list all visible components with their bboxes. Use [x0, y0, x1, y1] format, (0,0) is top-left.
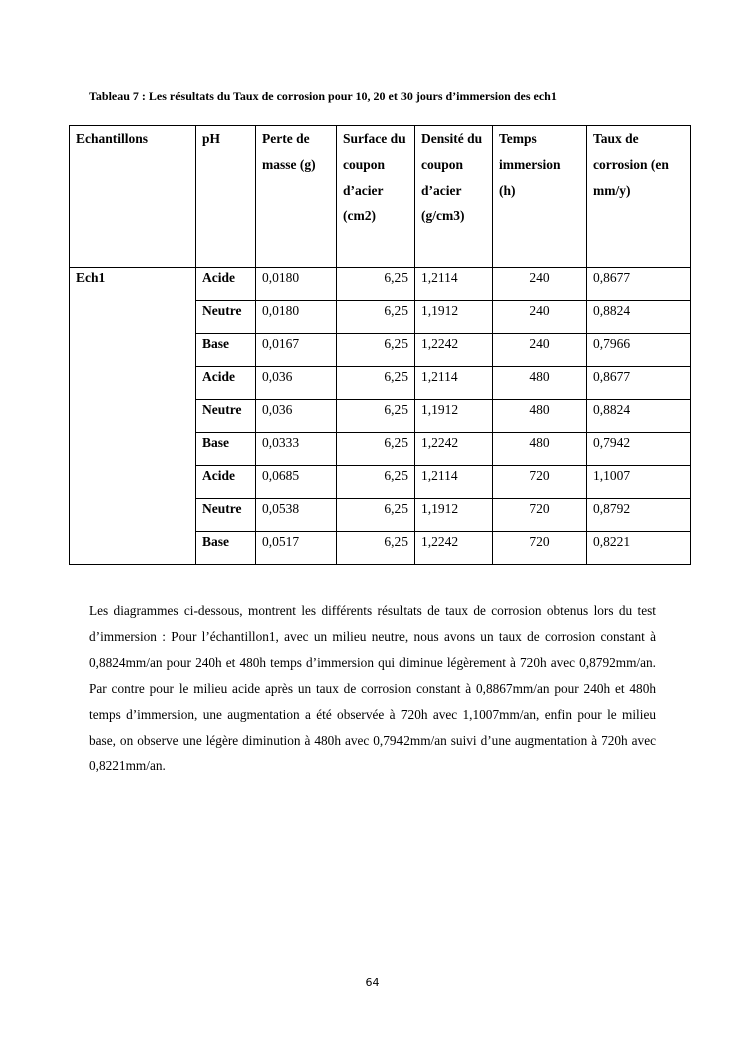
ph-cell: Acide [196, 367, 256, 400]
surface-cell: 6,25 [337, 433, 415, 466]
temps-cell: 720 [493, 532, 587, 565]
perte-cell: 0,0517 [256, 532, 337, 565]
ph-cell: Acide [196, 466, 256, 499]
table-caption: Tableau 7 : Les résultats du Taux de corrosion pour 10, 20 et 30 jours d’immersion des ech1 [89, 89, 557, 103]
taux-cell: 0,8792 [587, 499, 691, 532]
ph-cell: Neutre [196, 499, 256, 532]
page-number: 64 [365, 976, 380, 989]
densite-cell: 1,2242 [415, 334, 493, 367]
densite-cell: 1,2242 [415, 433, 493, 466]
taux-cell: 0,8824 [587, 400, 691, 433]
header-perte-de-masse: Perte de masse (g) [256, 126, 337, 268]
taux-cell: 0,8221 [587, 532, 691, 565]
header-temps-immersion: Temps immersion (h) [493, 126, 587, 268]
sample-cell: Ech1 [70, 268, 196, 565]
densite-cell: 1,1912 [415, 400, 493, 433]
densite-cell: 1,1912 [415, 301, 493, 334]
perte-cell: 0,036 [256, 400, 337, 433]
ph-cell: Acide [196, 268, 256, 301]
surface-cell: 6,25 [337, 334, 415, 367]
header-surface: Surface du coupon d’acier (cm2) [337, 126, 415, 268]
header-taux-corrosion: Taux de corrosion (en mm/y) [587, 126, 691, 268]
surface-cell: 6,25 [337, 367, 415, 400]
surface-cell: 6,25 [337, 499, 415, 532]
densite-cell: 1,2114 [415, 367, 493, 400]
taux-cell: 0,8677 [587, 367, 691, 400]
ph-cell: Base [196, 433, 256, 466]
surface-cell: 6,25 [337, 466, 415, 499]
table-row [70, 268, 691, 301]
perte-cell: 0,0167 [256, 334, 337, 367]
perte-cell: 0,036 [256, 367, 337, 400]
corrosion-results-table [69, 125, 691, 565]
ph-cell: Neutre [196, 400, 256, 433]
perte-cell: 0,0180 [256, 268, 337, 301]
taux-cell: 1,1007 [587, 466, 691, 499]
table-header-row [70, 126, 691, 268]
taux-cell: 0,7942 [587, 433, 691, 466]
perte-cell: 0,0538 [256, 499, 337, 532]
taux-cell: 0,8824 [587, 301, 691, 334]
densite-cell: 1,1912 [415, 499, 493, 532]
temps-cell: 480 [493, 367, 587, 400]
perte-cell: 0,0685 [256, 466, 337, 499]
densite-cell: 1,2242 [415, 532, 493, 565]
ph-cell: Base [196, 532, 256, 565]
temps-cell: 480 [493, 400, 587, 433]
temps-cell: 480 [493, 433, 587, 466]
header-echantillons: Echantillons [70, 126, 196, 268]
densite-cell: 1,2114 [415, 268, 493, 301]
surface-cell: 6,25 [337, 532, 415, 565]
perte-cell: 0,0333 [256, 433, 337, 466]
temps-cell: 720 [493, 466, 587, 499]
perte-cell: 0,0180 [256, 301, 337, 334]
ph-cell: Base [196, 334, 256, 367]
header-ph: pH [196, 126, 256, 268]
analysis-paragraph: Les diagrammes ci-dessous, montrent les différents résultats de taux de corrosion obtenus lors du test d’immersion : Pour l’échantillon1, avec un milieu neutre, nous avons un taux de corrosion constant à 0,8824mm/an pour 240h et 480h temps d’immersion qui diminue légèrement à 720h avec 0,8792mm/an. Par contre pour le milieu acide après un taux de corrosion constant à 0,8867mm/an pour 240h et 480h temps d’immersion, une augmentation a été observée à 720h avec 1,1007mm/an, enfin pour le milieu base, on observe une légère diminution à 480h avec 0,7942mm/an suivi d’une augmentation à 720h avec 0,8221mm/an. [89, 603, 656, 774]
taux-cell: 0,8677 [587, 268, 691, 301]
header-densite: Densité du coupon d’acier (g/cm3) [415, 126, 493, 268]
surface-cell: 6,25 [337, 268, 415, 301]
ph-cell: Neutre [196, 301, 256, 334]
densite-cell: 1,2114 [415, 466, 493, 499]
temps-cell: 720 [493, 499, 587, 532]
taux-cell: 0,7966 [587, 334, 691, 367]
temps-cell: 240 [493, 301, 587, 334]
surface-cell: 6,25 [337, 400, 415, 433]
surface-cell: 6,25 [337, 301, 415, 334]
temps-cell: 240 [493, 268, 587, 301]
temps-cell: 240 [493, 334, 587, 367]
